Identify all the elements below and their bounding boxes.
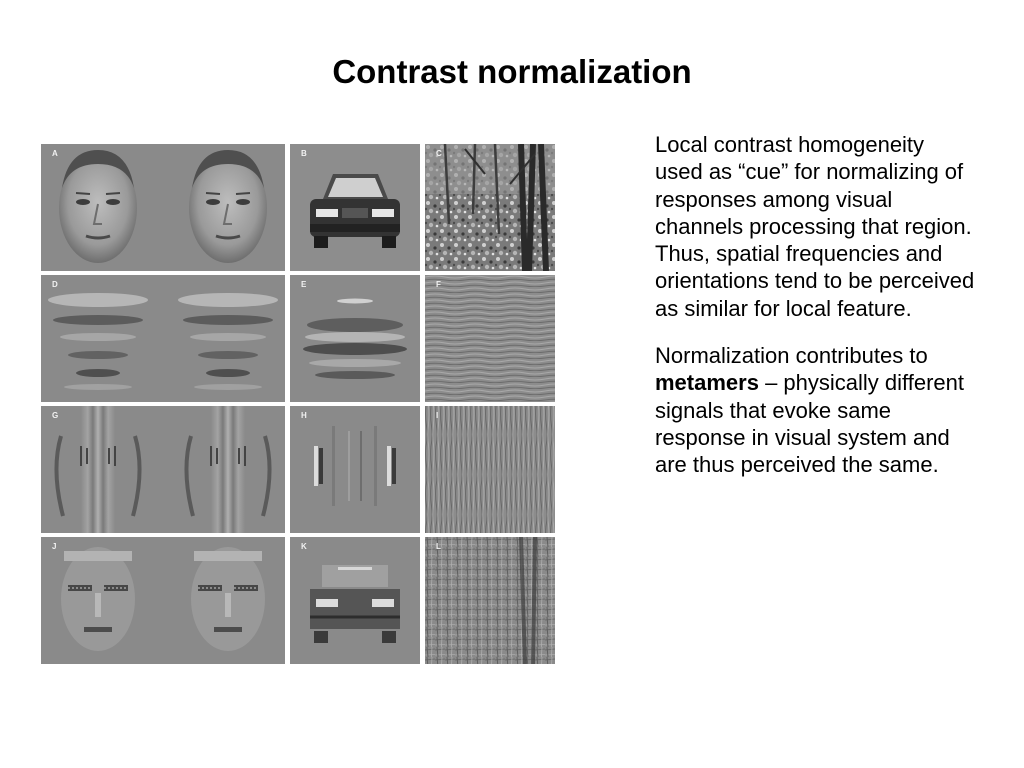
panel-label: A: [52, 149, 58, 158]
figure-panel-k: [290, 537, 420, 664]
panel-label: E: [301, 280, 307, 289]
metamers-term: metamers: [655, 370, 759, 396]
panel-label: G: [52, 411, 59, 420]
paragraph-metamers: [655, 342, 975, 478]
figure-panel-b: [290, 144, 420, 271]
figure-panel-e: [290, 275, 420, 402]
panel-label: D: [52, 280, 58, 289]
figure-panel-g: [41, 406, 285, 533]
panel-label: H: [301, 411, 307, 420]
figure-panel-h: [290, 406, 420, 533]
figure-panel-f: [425, 275, 555, 402]
panel-label: F: [436, 280, 441, 289]
slide-title: Contrast normalization: [332, 53, 692, 90]
panel-label: L: [436, 542, 441, 551]
panel-label: J: [52, 542, 57, 551]
figure-panel-l: [425, 537, 555, 664]
panel-label: I: [436, 411, 439, 420]
paragraph-metamers-prefix: Normalization contributes to: [655, 343, 928, 369]
panel-label: K: [301, 542, 307, 551]
figure-panel-a: [41, 144, 285, 271]
paragraph-contrast-homogeneity: Local contrast homogeneity used as “cue” for normalizing of responses among visual channels processing that region. Thus, spatial frequencies and orientations tend to be perceived as similar for local feature.: [655, 132, 975, 321]
panel-label: C: [436, 149, 442, 158]
figure-panel-j: [41, 537, 285, 664]
slide-body-text: [655, 131, 975, 479]
metamer-figure: [41, 144, 555, 664]
paragraph-metamers-suffix: – physically different signals that evoke same response in visual system and are thus perceived the same.: [655, 370, 964, 478]
figure-panel-c: [425, 144, 555, 271]
face-right: [189, 150, 267, 263]
face-left: [59, 150, 137, 263]
figure-panel-d: [41, 275, 285, 402]
panel-label: B: [301, 149, 307, 158]
figure-panel-i: [425, 406, 555, 533]
